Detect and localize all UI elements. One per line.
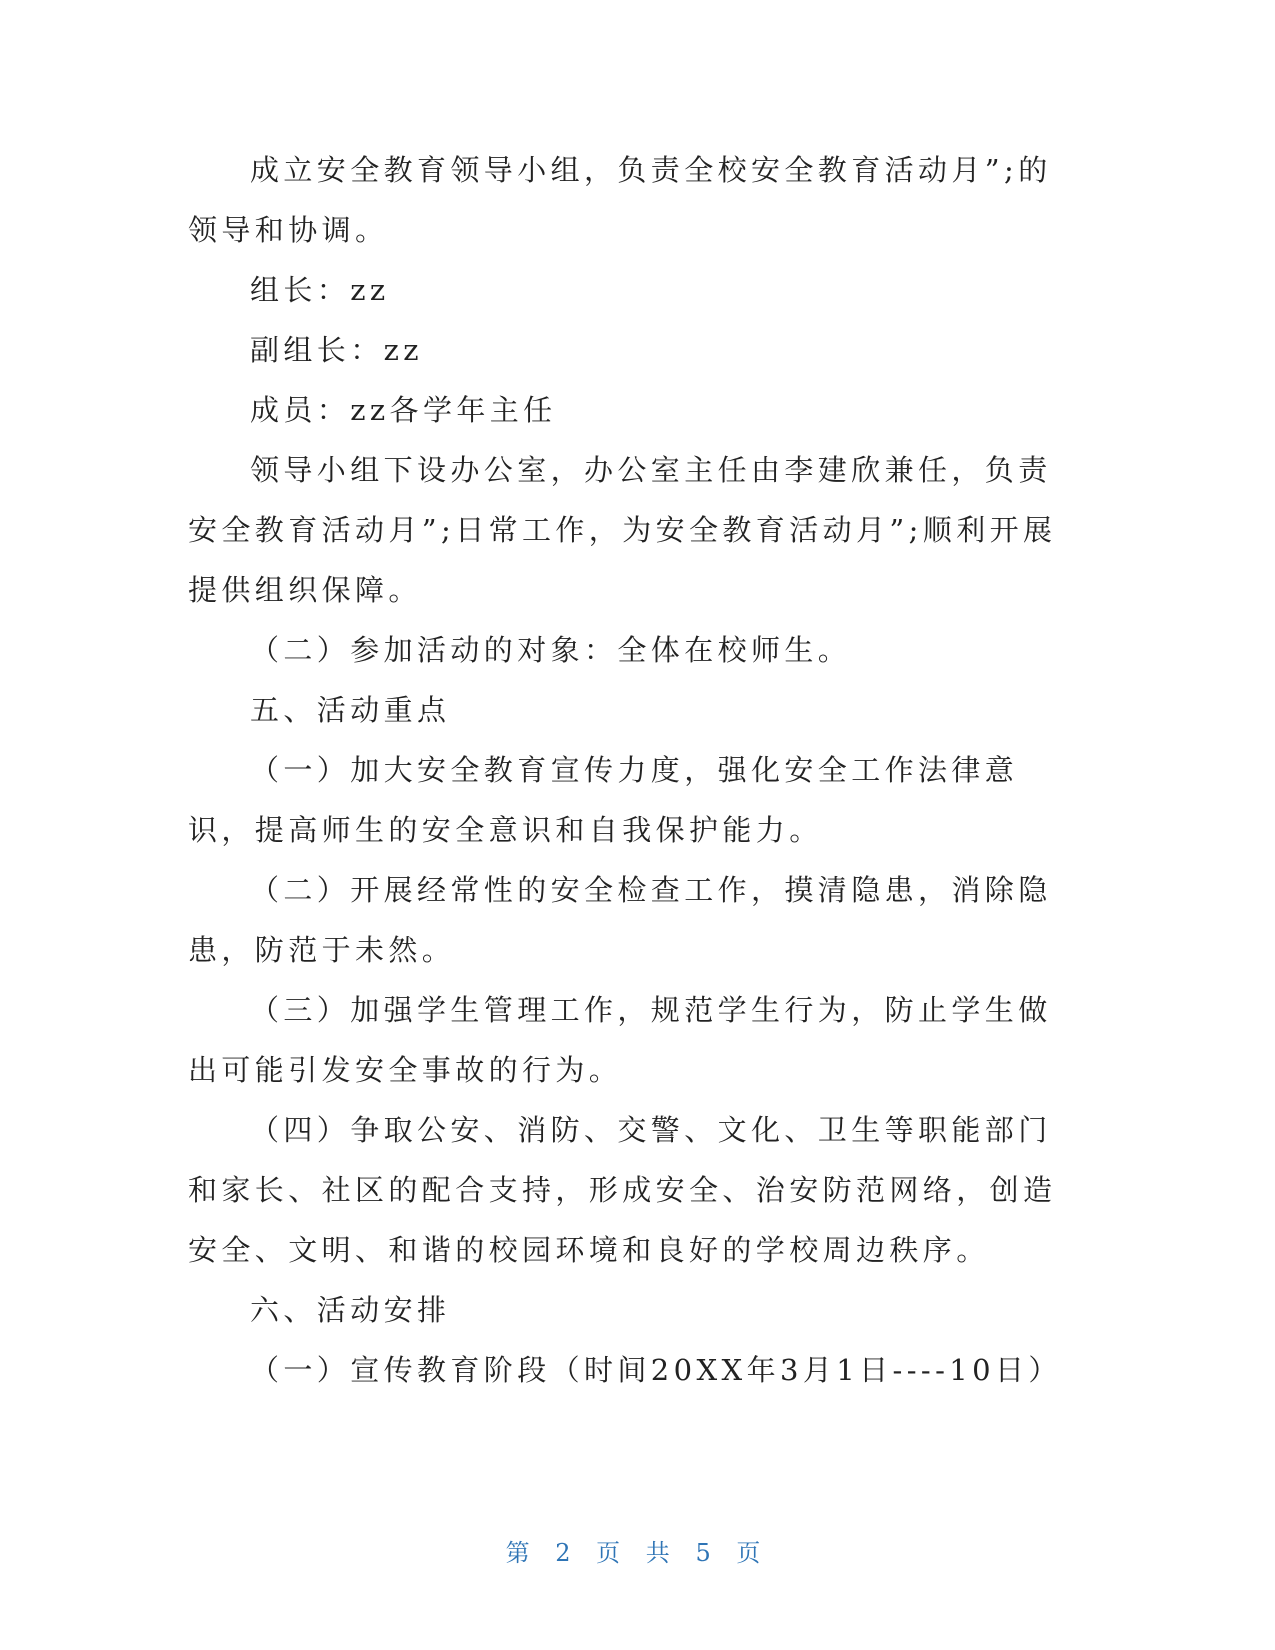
paragraph-group-leader: 组长：zz — [250, 273, 390, 307]
paragraph-focus-2: （二）开展经常性的安全检查工作，摸清隐患，消除隐患，防范于未然。 — [188, 873, 1052, 967]
paragraph-members: 成员：zz各学年主任 — [250, 393, 557, 427]
paragraph-office: 领导小组下设办公室，办公室主任由李建欣兼任，负责安全教育活动月”;日常工作，为安全教育活动月”;顺利开展提供组织保障。 — [188, 453, 1057, 607]
paragraph-participants: （二）参加活动的对象：全体在校师生。 — [250, 633, 852, 667]
paragraph-schedule-1: （一）宣传教育阶段（时间20XX年3月1日----10日） — [250, 1353, 1062, 1387]
page-number-footer: 第 2 页 共 5 页 — [505, 1539, 770, 1567]
paragraph-focus-3: （三）加强学生管理工作，规范学生行为，防止学生做出可能引发安全事故的行为。 — [188, 993, 1052, 1087]
paragraph-deputy-leader: 副组长：zz — [250, 333, 423, 367]
section-heading-focus: 五、活动重点 — [250, 693, 451, 727]
paragraph-focus-4: （四）争取公安、消防、交警、文化、卫生等职能部门和家长、社区的配合支持，形成安全、治安防范网络，创造安全、文明、和谐的校园环境和良好的学校周边秩序。 — [188, 1113, 1057, 1267]
paragraph-focus-1: （一）加大安全教育宣传力度，强化安全工作法律意识，提高师生的安全意识和自我保护能力。 — [188, 753, 1019, 847]
paragraph-leadership-group: 成立安全教育领导小组，负责全校安全教育活动月”;的领导和协调。 — [188, 153, 1052, 247]
section-heading-schedule: 六、活动安排 — [250, 1293, 451, 1327]
document-body — [188, 140, 1068, 1400]
